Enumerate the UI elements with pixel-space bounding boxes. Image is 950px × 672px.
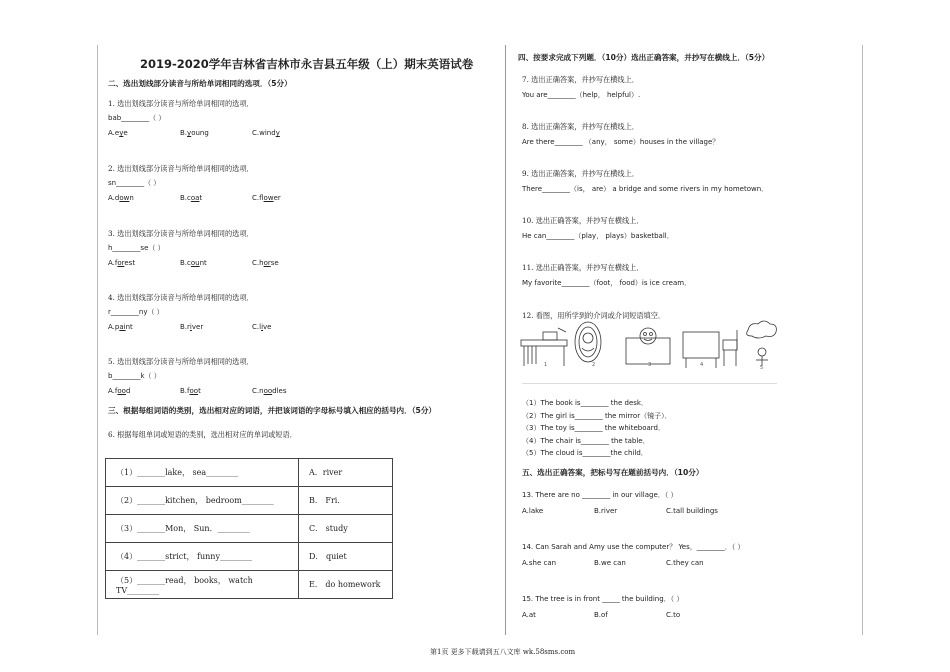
option-text-before: c — [187, 259, 191, 267]
q14-option-c: C.they can — [666, 559, 704, 567]
q1-option-c — [252, 129, 280, 137]
pic-number-3: 3 — [648, 362, 652, 368]
option-text-after: t — [199, 194, 203, 202]
option-text-after: e — [123, 129, 128, 137]
option-underlined-part: or — [117, 259, 125, 267]
q5-word: b________k（ ） — [108, 372, 161, 380]
matching-row — [106, 459, 393, 487]
matching-row — [106, 543, 393, 571]
q13-text: 13. There are no ________ in our village．（ ） — [522, 491, 678, 499]
section-5-heading: 五、选出正确答案，把标号写在题前括号内．（10分） — [522, 468, 704, 477]
option-text-after: oung — [191, 129, 209, 137]
option-text-before: n — [259, 387, 264, 395]
option-letter: A. — [108, 323, 115, 331]
option-letter: C. — [252, 387, 260, 395]
pic-number-2: 2 — [592, 362, 596, 368]
option-text-after: dles — [272, 387, 287, 395]
option-underlined-part: ow — [263, 194, 274, 202]
q1-stem: 1. 选出划线部分读音与所给单词相同的选项． — [108, 99, 254, 108]
option-underlined-part: ou — [190, 259, 200, 267]
q4-stem: 4. 选出划线部分读音与所给单词相同的选项． — [108, 293, 254, 302]
option-text-before: c — [187, 194, 191, 202]
q10-stem: 10. 选出正确答案，并抄写在横线上． — [522, 216, 644, 225]
q10-text: He can________（play， plays）basketball． — [522, 232, 674, 240]
option-letter: C. — [252, 323, 260, 331]
section-4-heading: 四、按要求完成下列题．（10分）选出正确答案，并抄写在横线上．（5分） — [518, 53, 770, 62]
option-text-before: wind — [259, 129, 276, 137]
mirror-girl-picture — [575, 322, 601, 362]
option-text-before: p — [114, 323, 120, 331]
option-letter: C. — [252, 129, 260, 137]
q4-option-b — [180, 323, 203, 331]
option-underlined-part: ow — [119, 194, 130, 202]
option-text-before: h — [259, 259, 264, 267]
option-text-after: se — [270, 259, 279, 267]
page-footer: 第1页 更多下载请到五八文库 wk.58sms.com — [430, 648, 576, 656]
q13-option-a: A.lake — [522, 507, 544, 515]
matching-right-cell: B． Fri． — [299, 487, 393, 515]
option-text-after: nt — [199, 259, 207, 267]
section-2-heading: 二、选出划线部分读音与所给单词相同的选项．（5分） — [108, 79, 292, 88]
option-text-after: er — [273, 194, 281, 202]
q12-line-5: （5）The cloud is________the child． — [522, 449, 648, 457]
option-letter: A. — [108, 194, 115, 202]
option-underlined-part: oo — [263, 387, 273, 395]
matching-left-cell: （1）_______lake， sea________ — [106, 459, 299, 487]
q8-stem: 8. 选出正确答案，并抄写在横线上． — [522, 122, 639, 131]
pic-number-5: 5 — [760, 365, 764, 371]
page-border-left — [97, 45, 98, 635]
q15-text: 15. The tree is in front _____ the building．（ ） — [522, 595, 684, 603]
q12-stem: 12. 看图，用所学到的介词或介词短语填空． — [522, 311, 666, 320]
matching-left-cell: （5）_______read， books， watch TV________ — [106, 571, 299, 599]
pic-number-4: 4 — [700, 362, 704, 368]
option-letter: A. — [108, 259, 115, 267]
q15-option-b: B.of — [594, 611, 608, 619]
option-underlined-part: y — [187, 129, 192, 137]
matching-right-cell: D． quiet — [299, 543, 393, 571]
q3-option-c — [252, 259, 279, 267]
q13-option-c: C.tall buildings — [666, 507, 718, 515]
option-letter: B. — [180, 194, 188, 202]
q4-option-a — [108, 323, 133, 331]
matching-right-cell: C． study — [299, 515, 393, 543]
section-3-instruction: 6. 根据每组单词或短语的类别，选出相对应的单词或短语． — [108, 430, 297, 439]
option-letter: B. — [180, 129, 188, 137]
matching-left-cell: （4）_______strict， funny________ — [106, 543, 299, 571]
q12-line-4: （4）The chair is________ the table． — [522, 436, 650, 445]
q13-option-b: B.river — [594, 507, 618, 515]
page-border-right — [862, 45, 863, 635]
q12-line-2: （2）The girl is________ the mirror（镜子）． — [522, 411, 672, 420]
option-underlined-part: y — [119, 129, 124, 137]
q7-stem: 7. 选出正确答案，并抄写在横线上． — [522, 75, 639, 84]
option-text-before: d — [114, 194, 120, 202]
option-text-after: n — [129, 194, 134, 202]
q5-option-b — [180, 387, 201, 395]
q5-stem: 5. 选出划线部分读音与所给单词相同的选项． — [108, 357, 254, 366]
q3-option-b — [180, 259, 207, 267]
whiteboard-toy-picture — [626, 328, 670, 364]
matching-left-cell: （3）_______Mon， Sun．________ — [106, 515, 299, 543]
matching-table — [105, 458, 393, 599]
q3-option-a — [108, 259, 135, 267]
option-letter: C. — [252, 194, 260, 202]
pic-number-1: 1 — [544, 362, 548, 368]
option-text-before: f — [187, 387, 190, 395]
q9-stem: 9. 选出正确答案，并抄写在横线上． — [522, 169, 639, 178]
matching-row — [106, 571, 393, 599]
q5-option-a — [108, 387, 130, 395]
option-letter: B. — [180, 259, 188, 267]
option-underlined-part: oo — [117, 387, 126, 395]
option-underlined-part: i — [261, 323, 264, 331]
q5-option-c — [252, 387, 286, 395]
option-text-after: ver — [191, 323, 204, 331]
option-text-after: ve — [263, 323, 272, 331]
q2-stem: 2. 选出划线部分读音与所给单词相同的选项． — [108, 164, 254, 173]
q3-word: h________se（ ） — [108, 244, 165, 252]
option-underlined-part: or — [263, 259, 271, 267]
matching-left-cell: （2）_______kitchen， bedroom________ — [106, 487, 299, 515]
table-chair-picture — [683, 330, 737, 368]
q9-text: There________（is， are） a bridge and some rivers in my hometown． — [522, 185, 769, 193]
cloud-child-picture — [747, 321, 777, 366]
option-letter: A. — [108, 387, 115, 395]
q2-option-b — [180, 194, 202, 202]
q7-text: You are________（help， helpful）. — [522, 91, 641, 99]
q2-word: sn________（ ） — [108, 179, 161, 187]
q12-line-1: （1）The book is________ the desk． — [522, 399, 648, 407]
option-underlined-part: oa — [190, 194, 200, 202]
q4-option-c — [252, 323, 271, 331]
option-text-after: est — [124, 259, 136, 267]
q15-option-a: A.at — [522, 611, 536, 619]
option-text-before: e — [114, 129, 120, 137]
option-underlined-part: oo — [189, 387, 199, 395]
q12-picture-divider — [522, 383, 777, 384]
q11-stem: 11. 选出正确答案，并抄写在横线上． — [522, 263, 644, 272]
q14-text: 14. Can Sarah and Amy use the computer？ Yes，________．（ ） — [522, 543, 745, 551]
option-text-after: d — [125, 387, 131, 395]
matching-row — [106, 487, 393, 515]
option-text-before: fl — [259, 194, 264, 202]
matching-row — [106, 515, 393, 543]
column-divider — [505, 45, 506, 635]
option-letter: B. — [180, 387, 188, 395]
option-underlined-part: i — [189, 323, 192, 331]
q1-word: bab________（ ） — [108, 114, 166, 122]
q8-text: Are there________ （any， some）houses in the village？ — [522, 138, 720, 146]
option-text-before: f — [114, 259, 118, 267]
q1-option-b — [180, 129, 209, 137]
option-letter: A. — [108, 129, 115, 137]
q14-option-b: B.we can — [594, 559, 626, 567]
matching-right-cell: E． do homework — [299, 571, 393, 599]
q2-option-a — [108, 194, 134, 202]
option-text-before: l — [259, 323, 262, 331]
option-text-before: f — [114, 387, 118, 395]
q12-line-3: （3）The toy is________ the whiteboard． — [522, 424, 665, 432]
q4-word: r________ny（ ） — [108, 308, 164, 316]
exam-title: 2019-2020学年吉林省吉林市永吉县五年级（上）期末英语试卷 — [140, 57, 474, 71]
option-underlined-part: ai — [119, 323, 126, 331]
option-letter: C. — [252, 259, 260, 267]
option-letter: B. — [180, 323, 188, 331]
q14-option-a: A.she can — [522, 559, 557, 567]
q1-option-a — [108, 129, 128, 137]
desk-book-picture — [521, 328, 567, 366]
q15-option-c: C.to — [666, 611, 681, 619]
q12-picture-strip — [518, 318, 780, 378]
q2-option-c — [252, 194, 281, 202]
q3-stem: 3. 选出划线部分读音与所给单词相同的选项． — [108, 229, 254, 238]
section-3-heading: 三、根据每组词语的类别，选出相对应的词语，并把该词语的字母标号填入相应的括号内．（5分） — [108, 406, 437, 415]
option-text-before: r — [187, 323, 190, 331]
option-text-after: t — [198, 387, 201, 395]
option-text-after: nt — [125, 323, 133, 331]
q11-text: My favorite________（foot， food）is ice cream． — [522, 279, 692, 287]
option-underlined-part: y — [275, 129, 280, 137]
matching-right-cell: A．river — [299, 459, 393, 487]
